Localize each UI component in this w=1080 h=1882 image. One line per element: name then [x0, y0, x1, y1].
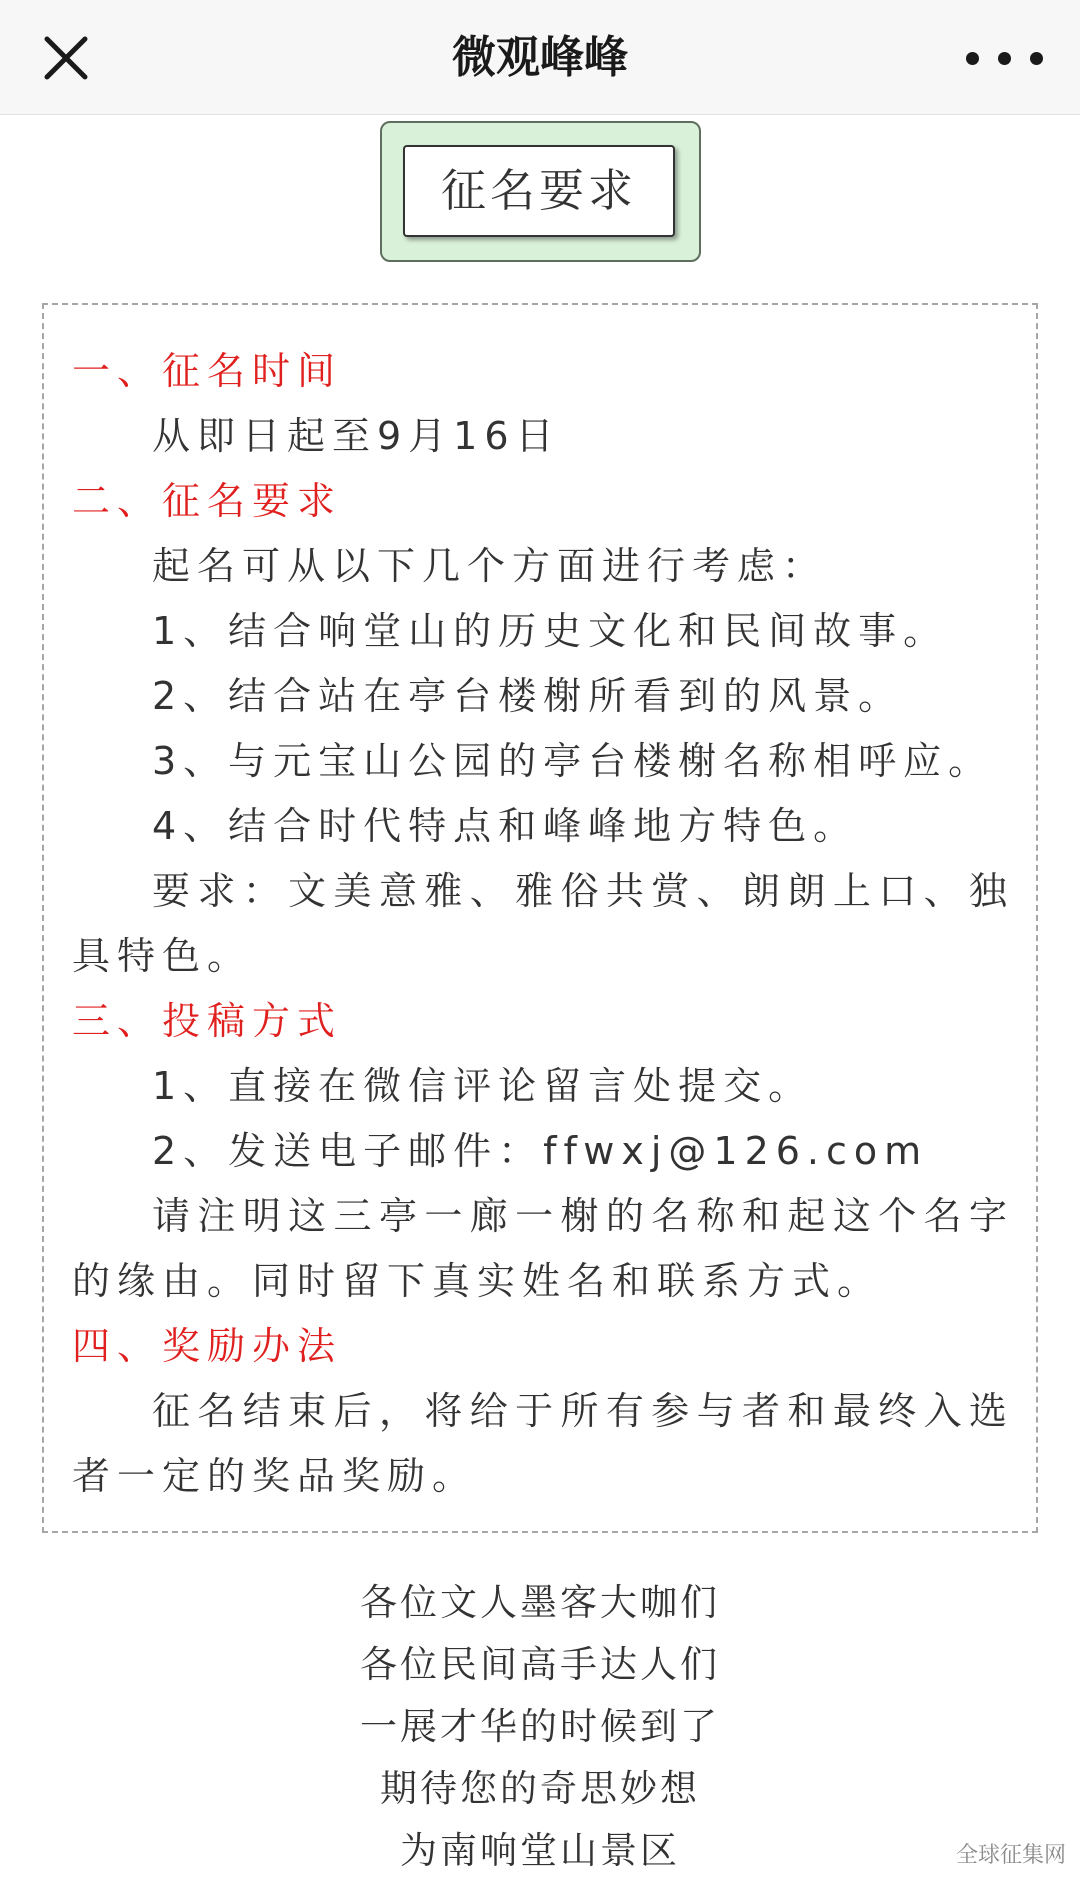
close-button[interactable] — [36, 28, 96, 88]
requirement-item: 3、与元宝山公园的亭台楼榭名称相呼应。 — [152, 739, 994, 783]
top-bar — [0, 0, 1080, 115]
requirement-item: 4、结合时代特点和峰峰地方特色。 — [152, 804, 859, 848]
section-heading-requirements: 二、征名要求 — [72, 479, 343, 523]
submission-email: 2、发送电子邮件：ffwxj@126.com — [152, 1129, 929, 1173]
closing-line: 期待您的奇思妙想 — [380, 1767, 700, 1810]
watermark: 全球征集网 — [955, 1843, 1066, 1868]
close-icon — [36, 28, 96, 88]
section-header-frame — [380, 121, 701, 262]
closing-line: 一展才华的时候到了 — [360, 1705, 720, 1748]
closing-text — [0, 1572, 1080, 1882]
closing-line: 各位文人墨客大咖们 — [360, 1581, 720, 1624]
submission-note: 请注明这三亭一廊一榭的名称和起这个名字的缘由。同时留下真实姓名和联系方式。 — [72, 1194, 1014, 1303]
requirement-item: 2、结合站在亭台楼榭所看到的风景。 — [152, 674, 904, 718]
section-heading-rewards: 四、奖励办法 — [72, 1324, 343, 1368]
section-heading-time: 一、征名时间 — [72, 349, 343, 393]
more-button[interactable] — [960, 28, 1050, 88]
requirement-summary: 要求：文美意雅、雅俗共赏、朗朗上口、独具特色。 — [72, 869, 1014, 978]
more-dots-icon — [966, 52, 979, 65]
requirement-item: 1、结合响堂山的历史文化和民间故事。 — [152, 609, 949, 653]
closing-line: 各位民间高手达人们 — [360, 1643, 720, 1686]
closing-line: 为南响堂山景区 — [400, 1829, 680, 1872]
requirements-content — [72, 339, 1014, 1509]
section-heading-submission: 三、投稿方式 — [72, 999, 343, 1043]
page-title: 微观峰峰 — [452, 32, 628, 83]
time-text: 从即日起至9月16日 — [152, 414, 561, 458]
rewards-text: 征名结束后，将给于所有参与者和最终入选者一定的奖品奖励。 — [72, 1389, 1014, 1498]
requirements-box — [42, 303, 1038, 1533]
section-header-label: 征名要求 — [403, 145, 675, 237]
submission-item: 1、直接在微信评论留言处提交。 — [152, 1064, 814, 1108]
requirement-intro: 起名可从以下几个方面进行考虑： — [152, 544, 828, 588]
